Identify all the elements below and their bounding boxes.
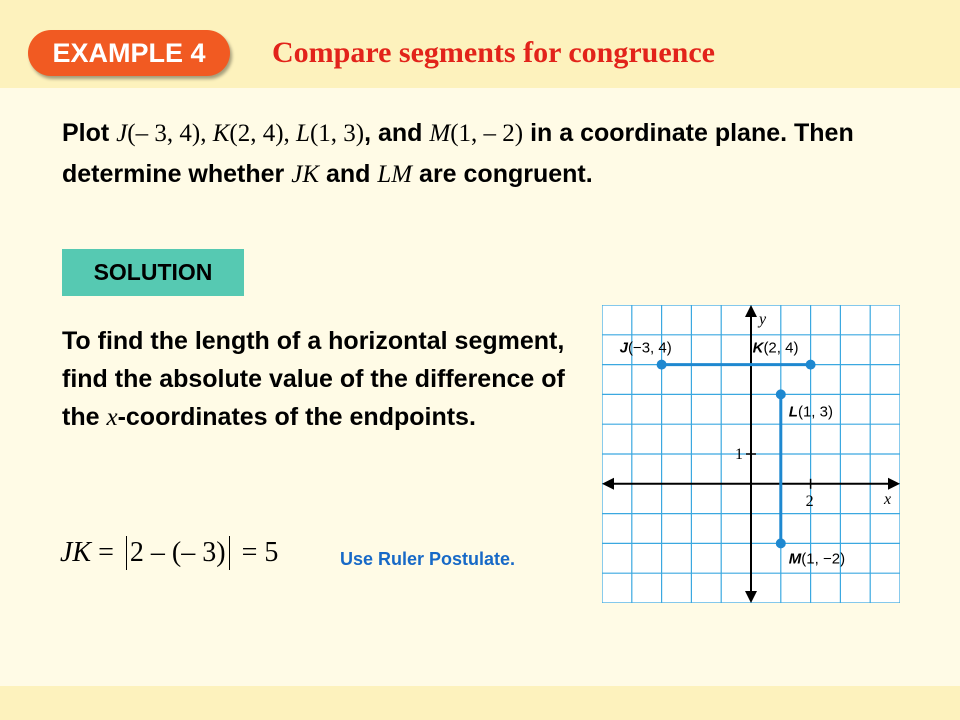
point-label-l xyxy=(789,403,833,420)
and-word: , and xyxy=(364,119,430,147)
separator-1: , xyxy=(200,120,213,147)
y-tick-label: 1 xyxy=(735,446,743,463)
point-k-coords: (2, 4) xyxy=(229,120,284,147)
segment-lm-name: LM xyxy=(377,161,413,188)
equation-result: = 5 xyxy=(234,537,279,568)
point-j-name: J xyxy=(116,120,128,147)
segment-jk-name: JK xyxy=(291,161,320,188)
point-label-k xyxy=(753,340,799,357)
explanation-variable: x xyxy=(106,404,118,431)
point-l xyxy=(776,389,786,399)
point-label-m xyxy=(789,550,845,567)
point-j xyxy=(657,360,667,370)
point-l-name: L xyxy=(296,120,310,147)
absolute-value: 2 – (– 3) xyxy=(126,536,230,570)
equation-equals-1: = xyxy=(91,537,121,568)
explanation-main: To find the length of a horizontal segment, find the absolute value of the difference of the xyxy=(62,327,565,431)
solution-badge xyxy=(62,249,244,296)
solution-badge-text: SOLUTION xyxy=(93,259,213,285)
point-letter-l: L xyxy=(788,403,798,421)
coordinate-graph xyxy=(602,305,900,603)
example-label-text: EXAMPLE 4 xyxy=(52,37,206,68)
point-j-coords: (– 3, 4) xyxy=(127,120,201,147)
point-m xyxy=(776,538,786,548)
x-tick-label: 2 xyxy=(805,492,814,510)
example-label xyxy=(28,30,230,76)
bottom-band xyxy=(0,686,960,720)
problem-middle-text: in a coordinate plane. Then determine whether xyxy=(62,119,854,188)
point-coords-m: (1, −2) xyxy=(801,550,846,568)
solution-explanation xyxy=(62,322,582,437)
point-coords-l: (1, 3) xyxy=(797,403,833,421)
separator-2: , xyxy=(283,120,297,147)
plot-word: Plot xyxy=(62,119,117,147)
and-word-2: and xyxy=(319,160,378,188)
explanation-end: -coordinates of the endpoints. xyxy=(117,403,476,431)
ruler-postulate-note: Use Ruler Postulate. xyxy=(340,549,516,569)
point-k-name: K xyxy=(212,120,230,147)
point-letter-k: K xyxy=(752,339,764,357)
point-m-name: M xyxy=(429,120,451,147)
point-coords-j: (−3, 4) xyxy=(627,339,672,357)
problem-statement xyxy=(62,113,922,195)
x-axis-label: x xyxy=(884,490,892,508)
equation-lhs: JK xyxy=(60,537,92,568)
point-k xyxy=(806,360,816,370)
point-m-coords: (1, – 2) xyxy=(450,120,524,147)
point-label-j xyxy=(620,340,672,357)
point-l-coords: (1, 3) xyxy=(309,120,365,147)
coordinate-plane xyxy=(602,305,900,603)
point-letter-m: M xyxy=(788,550,802,568)
example-title: Compare segments for congruence xyxy=(272,36,715,69)
jk-equation xyxy=(60,536,278,570)
point-coords-k: (2, 4) xyxy=(763,339,799,357)
problem-end-text: are congruent. xyxy=(412,160,593,188)
y-axis-label: y xyxy=(759,311,767,328)
point-letter-j: J xyxy=(619,339,628,357)
